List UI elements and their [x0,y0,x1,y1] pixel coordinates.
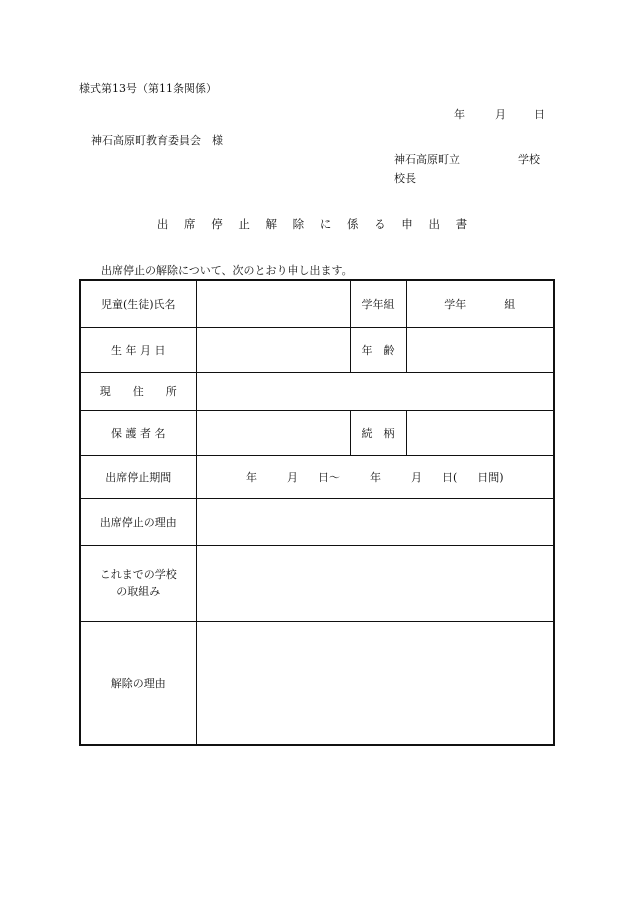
relation-label: 続 柄 [350,410,406,455]
date-month: 月 [495,108,506,121]
row-release-reason [80,621,554,745]
addressee: 神石高原町教育委員会 様 [91,134,223,147]
birthdate-label: 生 年 月 日 [80,327,196,372]
guardian-field[interactable] [196,410,350,455]
address-label: 現 住 所 [80,372,196,410]
school-prefix: 神石高原町立 [394,153,460,166]
efforts-label-line1: これまでの学校 [99,568,177,581]
date-day: 日 [534,108,545,121]
birthdate-field[interactable] [196,327,350,372]
student-name-field[interactable] [196,280,350,327]
school-line [394,151,540,167]
efforts-field[interactable] [196,545,554,621]
principal: 校長 [394,172,416,185]
row-student-name [80,280,554,327]
period-start-day: 日〜 [317,470,340,484]
row-efforts [80,545,554,621]
efforts-label [80,545,196,621]
date-line [454,106,545,122]
school-suffix: 学校 [518,153,540,166]
grade-word: 学年 [444,297,467,311]
guardian-label: 保 護 者 名 [80,410,196,455]
date-year: 年 [454,108,465,121]
application-form-table [79,279,555,746]
class-word: 組 [504,297,516,311]
document-title: 出 席 停 止 解 除 に 係 る 申 出 書 [156,217,474,231]
release-reason-label: 解除の理由 [80,621,196,745]
grade-class-field[interactable] [406,280,554,327]
intro-text: 出席停止の解除について、次のとおり申し出ます。 [101,264,353,277]
period-end-month: 月 [410,470,422,484]
age-field[interactable] [406,327,554,372]
period-label: 出席停止期間 [80,455,196,498]
row-period [80,455,554,498]
address-field[interactable] [196,372,554,410]
row-reason [80,498,554,545]
period-end-year: 年 [369,470,381,484]
period-start-year: 年 [245,470,257,484]
form-number: 様式第13号（第11条関係） [79,82,217,95]
period-days: 日間) [477,470,504,484]
student-name-label: 児童(生徒)氏名 [80,280,196,327]
release-reason-field[interactable] [196,621,554,745]
age-label: 年 齢 [350,327,406,372]
period-field[interactable] [196,455,554,498]
grade-class-label: 学年組 [350,280,406,327]
period-start-month: 月 [286,470,298,484]
reason-label: 出席停止の理由 [80,498,196,545]
row-address [80,372,554,410]
relation-field[interactable] [406,410,554,455]
efforts-label-line2: の取組み [116,585,161,598]
row-birthdate [80,327,554,372]
row-guardian [80,410,554,455]
period-end-day: 日( [441,470,458,484]
reason-field[interactable] [196,498,554,545]
